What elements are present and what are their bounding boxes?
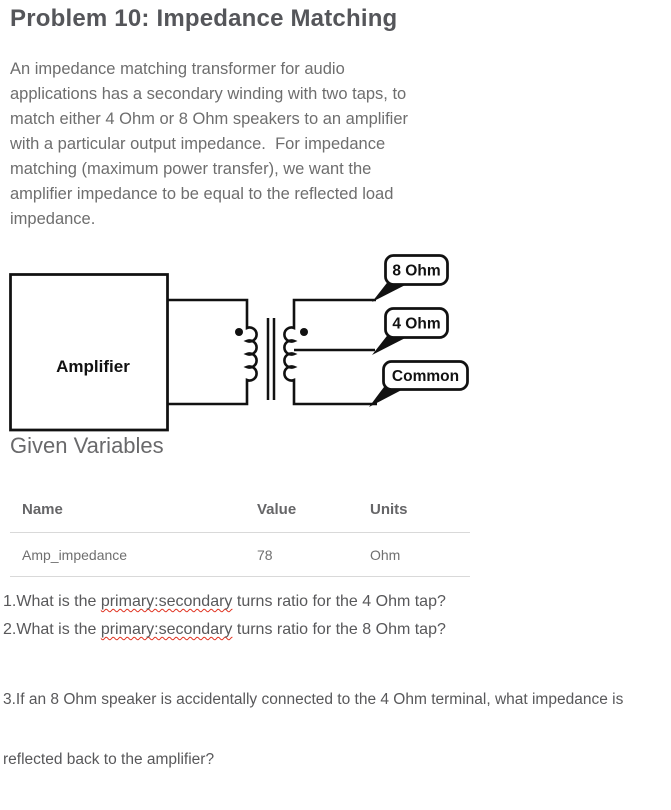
circuit-diagram — [0, 250, 480, 435]
intro-line: with a particular output impedance. For impedance — [10, 135, 386, 153]
table-header-row — [10, 494, 470, 533]
intro-line: impedance. — [10, 210, 96, 228]
amplifier-label: Amplifier — [56, 357, 130, 376]
question-3-line-2: reflected back to the amplifier? — [3, 751, 215, 768]
question-3-line-1: 3.If an 8 Ohm speaker is accidentally connected to the 4 Ohm terminal, what impedance is — [3, 691, 624, 708]
amplifier-box — [11, 275, 168, 431]
column-header-name: Name — [10, 494, 245, 533]
column-header-value: Value — [245, 494, 358, 533]
given-variables-heading: Given Variables — [10, 433, 164, 458]
table-row — [10, 533, 470, 577]
question-1-text-end: turns ratio for the 4 Ohm tap? — [232, 593, 446, 610]
question-1 — [3, 593, 446, 611]
given-variables-table — [10, 494, 470, 577]
intro-line: match either 4 Ohm or 8 Ohm speakers to an amplifier — [10, 110, 408, 128]
variable-name-cell: Amp_impedance — [10, 533, 245, 577]
transformer-primary-winding — [167, 300, 257, 404]
callout-label-4ohm: 4 Ohm — [392, 315, 441, 333]
intro-line: applications has a secondary winding with two taps, to — [10, 85, 407, 103]
question-2-misspelled-word: primary:secondary — [100, 621, 233, 638]
intro-line: An impedance matching transformer for audio — [10, 60, 345, 78]
transformer-secondary-winding — [284, 300, 377, 404]
question-1-text: 1.What is the — [3, 593, 101, 610]
variable-units-cell: Ohm — [358, 533, 470, 577]
transformer-core — [268, 318, 274, 400]
question-3 — [3, 650, 623, 810]
primary-polarity-dot — [235, 328, 243, 336]
callout-label-common: Common — [391, 368, 460, 385]
intro-paragraph — [10, 57, 408, 232]
question-2-text-end: turns ratio for the 8 Ohm tap? — [232, 621, 446, 638]
callout-label-8ohm: 8 Ohm — [392, 262, 441, 280]
page-title: Problem 10: Impedance Matching — [10, 5, 398, 32]
intro-line: amplifier impedance to be equal to the reflected load — [10, 185, 394, 203]
question-2-text: 2.What is the — [3, 621, 101, 638]
column-header-units: Units — [358, 494, 470, 533]
variable-value-cell: 78 — [245, 533, 358, 577]
intro-line: matching (maximum power transfer), we want the — [10, 160, 372, 178]
question-2 — [3, 621, 446, 639]
secondary-polarity-dot — [300, 328, 308, 336]
question-1-misspelled-word: primary:secondary — [100, 593, 233, 610]
